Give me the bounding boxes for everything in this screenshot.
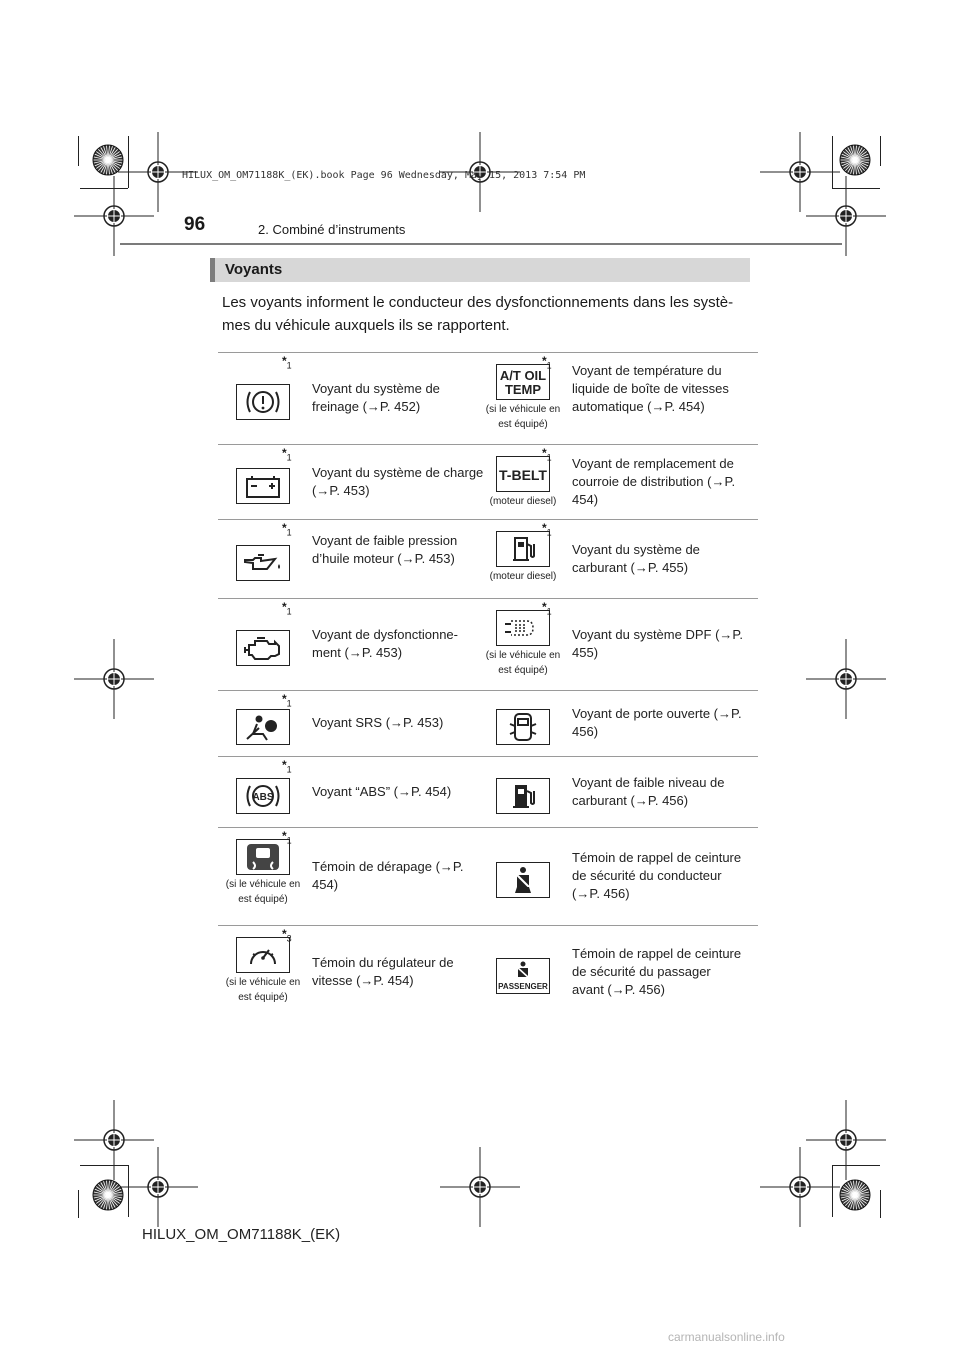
footnote-asterisk: * <box>282 600 287 614</box>
footnote-asterisk: * <box>282 446 287 460</box>
footnote-marker <box>542 446 552 462</box>
indicator-description: Voyant de température du liquide de boîte de vitesses automatique (→P. 454) <box>572 363 729 414</box>
section-title: Voyants <box>225 261 283 278</box>
footnote-asterisk: * <box>282 758 287 772</box>
indicator-description: Voyant du système de freinage (→P. 452) <box>312 381 440 414</box>
crop-mark <box>832 136 833 188</box>
chapter-title: 2. Combiné d’instruments <box>258 222 406 237</box>
color-target-mark <box>839 144 871 181</box>
indicator-description: Témoin de dérapage (→P. 454) <box>312 859 464 892</box>
engine-check-icon <box>236 630 290 666</box>
row-divider <box>218 925 758 926</box>
equipment-note: (moteur diesel) <box>489 571 557 582</box>
footnote-number: 1 <box>286 606 292 617</box>
header-rule <box>120 243 842 245</box>
row-divider <box>218 690 758 691</box>
indicator-description: Voyant du système DPF (→P. 455) <box>572 627 743 660</box>
footnote-number: 1 <box>286 360 292 371</box>
crop-mark <box>832 1165 833 1217</box>
footnote-asterisk: * <box>282 521 287 535</box>
footnote-number: 1 <box>286 452 292 463</box>
srs-airbag-icon <box>236 709 290 745</box>
low-fuel-icon <box>496 778 550 814</box>
indicator-description: Témoin du régulateur de vitesse (→P. 454) <box>312 955 454 988</box>
footnote-asterisk: * <box>542 600 547 614</box>
indicator-description: Témoin de rappel de ceinture de sécurité du passager avant (→P. 456) <box>572 946 742 997</box>
row-divider <box>218 352 758 353</box>
crop-mark <box>832 1165 880 1166</box>
footnote-asterisk: * <box>542 521 547 535</box>
page-number: 96 <box>184 214 206 235</box>
footnote-marker <box>282 758 292 774</box>
crop-mark <box>880 136 881 166</box>
indicator-description: Voyant de faible pression d’huile moteur (→P. 453) <box>312 533 458 566</box>
svg-text:TEMP: TEMP <box>504 382 542 397</box>
footnote-number: 1 <box>286 764 292 775</box>
footnote-number: 1 <box>546 527 552 538</box>
crop-mark <box>128 136 129 188</box>
equipment-note: (si le véhicule en est équipé) <box>225 977 301 1003</box>
row-divider <box>218 598 758 599</box>
footnote-number: 1 <box>286 527 292 538</box>
svg-text:ABS: ABS <box>252 792 274 803</box>
indicator-description: Voyant de dysfonctionne-ment (→P. 453) <box>312 627 458 660</box>
equipment-note: (si le véhicule en est équipé) <box>485 650 561 676</box>
footnote-marker <box>282 927 292 943</box>
color-target-mark <box>92 144 124 181</box>
footnote-marker <box>542 354 552 370</box>
footnote-marker <box>282 692 292 708</box>
door-open-icon <box>496 709 550 745</box>
crop-mark <box>78 1190 79 1218</box>
footnote-marker <box>282 521 292 537</box>
footnote-marker <box>542 521 552 537</box>
color-target-mark <box>92 1179 124 1216</box>
equipment-note: (moteur diesel) <box>489 496 557 507</box>
footnote-asterisk: * <box>282 927 287 941</box>
svg-text:A/T OIL: A/T OIL <box>499 368 547 383</box>
registration-mark <box>74 639 154 724</box>
row-divider <box>218 444 758 445</box>
crop-mark <box>78 136 79 166</box>
registration-mark <box>806 639 886 724</box>
svg-text:PASSENGER: PASSENGER <box>498 982 548 991</box>
indicator-description: Voyant de remplacement de courroie de distribution (→P. 454) <box>572 456 736 507</box>
footnote-marker <box>542 600 552 616</box>
intro-paragraph: Les voyants informent le conducteur des dysfonctionnements dans les systè-mes du véhicule auxquels ils se rapportent. <box>222 294 734 334</box>
indicator-description: Voyant SRS (→P. 453) <box>312 715 444 730</box>
row-divider <box>218 519 758 520</box>
footnote-marker <box>282 600 292 616</box>
brake-warning-icon <box>236 384 290 420</box>
row-divider <box>218 756 758 757</box>
indicator-description: Voyant du système de carburant (→P. 455) <box>572 542 700 575</box>
indicator-description: Témoin de rappel de ceinture de sécurité du conducteur (→P. 456) <box>572 850 742 901</box>
footnote-asterisk: * <box>282 692 287 706</box>
color-target-mark <box>839 1179 871 1216</box>
footnote-asterisk: * <box>282 354 287 368</box>
equipment-note: (si le véhicule en est équipé) <box>485 404 561 430</box>
watermark: carmanualsonline.info <box>668 1330 785 1344</box>
crop-mark <box>832 188 880 189</box>
footnote-number: 1 <box>546 606 552 617</box>
driver-seatbelt-icon <box>496 862 550 898</box>
footnote-marker <box>282 829 292 845</box>
oil-pressure-icon <box>236 545 290 581</box>
indicator-description: Voyant “ABS” (→P. 454) <box>312 784 452 799</box>
footnote-number: 1 <box>546 452 552 463</box>
footnote-number: 3 <box>286 933 292 944</box>
passenger-seatbelt-icon <box>496 958 550 994</box>
footnote-marker <box>282 446 292 462</box>
registration-mark <box>118 1147 198 1232</box>
registration-mark <box>440 1147 520 1232</box>
footnote-asterisk: * <box>282 829 287 843</box>
footnote-marker <box>282 354 292 370</box>
indicator-description: Voyant de porte ouverte (→P. 456) <box>572 706 742 739</box>
footer-code: HILUX_OM_OM71188K_(EK) <box>142 1226 341 1243</box>
footnote-number: 1 <box>286 698 292 709</box>
footnote-asterisk: * <box>542 354 547 368</box>
footnote-number: 1 <box>286 835 292 846</box>
indicator-description: Voyant du système de charge (→P. 453) <box>312 465 484 498</box>
crop-mark <box>880 1190 881 1218</box>
equipment-note: (si le véhicule en est équipé) <box>225 879 301 905</box>
indicator-description: Voyant de faible niveau de carburant (→P. 456) <box>572 775 725 808</box>
section-accent <box>210 258 215 282</box>
svg-text:T-BELT: T-BELT <box>499 467 547 483</box>
battery-charge-icon <box>236 468 290 504</box>
crop-mark <box>80 1165 128 1166</box>
footnote-asterisk: * <box>542 446 547 460</box>
footnote-number: 1 <box>546 360 552 371</box>
section-header <box>210 258 750 282</box>
book-stamp: HILUX_OM_OM71188K_(EK).book Page 96 Wednesday, May 15, 2013 7:54 PM <box>182 170 586 181</box>
registration-mark <box>760 1147 840 1232</box>
crop-mark <box>128 1165 129 1217</box>
crop-mark <box>80 188 128 189</box>
row-divider <box>218 827 758 828</box>
abs-icon <box>236 778 290 814</box>
